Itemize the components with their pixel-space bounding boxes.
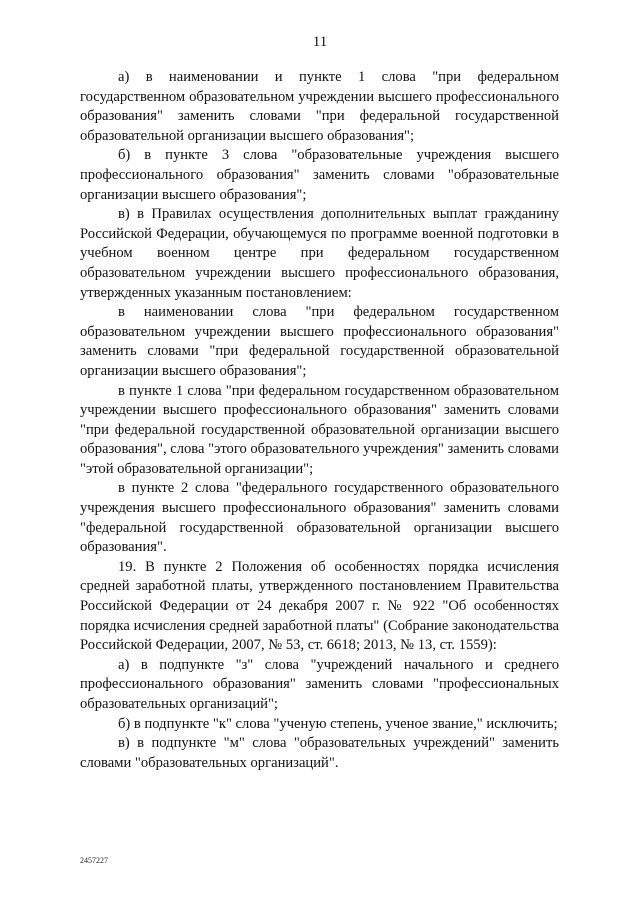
document-body bbox=[80, 68, 559, 773]
paragraph-a-name-point-1: а) в наименовании и пункте 1 слова "при федеральном государственном образовательном учреждении высшего профессионального образования" заменить словами "при федеральной государственной образовательной организации высшего образования"; bbox=[80, 69, 559, 144]
paragraph-v-rules: в) в Правилах осуществления дополнительных выплат гражданину Российской Федерации, обучающемуся по программе военной подготовки в учебном военном центре при федеральном государственном образовательном учреждении высшего профессионального образования, утвержденных указанным постановлением: bbox=[80, 206, 559, 301]
document-code: 2457227 bbox=[80, 856, 108, 865]
paragraph-sub-m: в) в подпункте "м" слова "образовательных учреждений" заменить словами "образовательных организаций". bbox=[80, 735, 559, 771]
paragraph-rules-point-2: в пункте 2 слова "федерального государственного образовательного учреждения высшего профессионального образования" заменить словами "федеральной государственной образовательной организации высшего образования". bbox=[80, 480, 559, 556]
paragraph-sub-k: б) в подпункте "к" слова "ученую степень, ученое звание," исключить; bbox=[118, 715, 558, 732]
paragraph-sub-z: а) в подпункте "з" слова "учреждений начального и среднего профессионального образования" заменить словами "профессиональных образовательных организаций"; bbox=[80, 656, 559, 712]
paragraph-b-point-3: б) в пункте 3 слова "образовательные учреждения высшего профессионального образования" заменить словами "образовательные организации высшего образования"; bbox=[80, 147, 559, 203]
paragraph-item-19: 19. В пункте 2 Положения об особенностях порядка исчисления средней заработной платы, утвержденного постановлением Правительства Российской Федерации от 24 декабря 2007 г. № 922 "Об особенностях порядка исчисления средней заработной платы" (Собрание законодательства Российской Федерации, 2007, № 53, ст. 6618; 2013, № 13, ст. 1559): bbox=[80, 558, 559, 654]
page-number: 11 bbox=[312, 34, 328, 50]
paragraph-rules-name: в наименовании слова "при федеральном государственном образовательном учреждении высшего профессионального образования" заменить словами "при федеральной государственной образовательной организации высшего образования"; bbox=[80, 304, 559, 379]
paragraph-rules-point-1: в пункте 1 слова "при федеральном государственном образовательном учреждении высшего профессионального образования" заменить словами "при федеральной государственной образовательной организации высшего образования", слова "этого образовательного учреждения" заменить словами "этой образовательной организации"; bbox=[80, 382, 559, 477]
